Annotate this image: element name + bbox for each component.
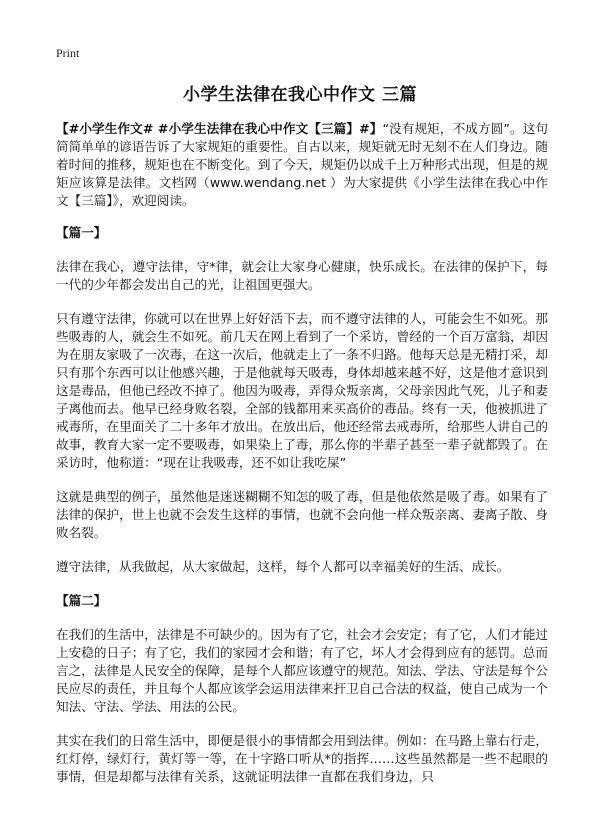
paragraph: 只有遵守法律，你就可以在世界上好好活下去，而不遵守法律的人，可能会生不如死。那些吸毒的人，就会生不如死。前几天在网上看到了一个采访，曾经的一个百万富翁，却因为在朋友家吸了一次毒，在这一次后，他就走上了一条不归路。他每天总是无精打采，却只有那个东西可以让他感兴趣，于是他就每天吸毒，身体却越来越不好，这是他才意识到这是毒品，但他已经改不掉了。他因为吸毒，弄得众叛亲离，父母亲因此气死，儿子和妻子离他而去。他早已经身败名裂，全部的钱都用来买高价的毒品。终有一天，他被抓进了戒毒所，在里面关了二十多年才放出。在放出后，他还经常去戒毒所，给那些人讲自己的故事，教育大家一定不要吸毒，如果染上了毒，那么你的半辈子甚至一辈子就都毁了。在采访时，他称道：“现在让我吸毒，还不如让我吃屎”: [56, 311, 548, 470]
intro-paragraph: [56, 120, 548, 210]
section-heading-1: 【篇一】: [56, 225, 107, 240]
print-label: Print: [56, 46, 80, 60]
section-heading-2: 【篇二】: [56, 593, 107, 608]
paragraph: 这就是典型的例子，虽然他是迷迷糊糊不知怎的吸了毒，但是他依然是吸了毒。如果有了法律的保护，世上也就不会发生这样的事情，也就不会向他一样众叛亲离、妻离子散、身败名裂。: [56, 489, 548, 540]
paragraph: 遵守法律，从我做起，从大家做起，这样，每个人都可以幸福美好的生活、成长。: [56, 559, 510, 574]
intro-text: “没有规矩，不成方圆”。这句简简单单的谚语告诉了大家规矩的重要性。自古以来，规矩就无时无刻不在人们身边。随着时间的推移，规矩也在不断变化。到了今天，规矩仍以成千上万种形式出现，但是的规矩应该算是法律。文档网（www.wendang.net ）为大家提供《小学生法律在我心中作文【三篇】》，欢迎阅读。: [56, 121, 548, 208]
intro-tag: 【#小学生作文# #小学生法律在我心中作文【三篇】#】: [56, 121, 383, 136]
document-body: [56, 120, 548, 802]
page-title: 小学生法律在我心中作文 三篇: [183, 85, 417, 105]
paragraph: 在我们的生活中，法律是不可缺少的。因为有了它，社会才会安定；有了它，人们才能过上安稳的日子；有了它，我们的家园才会和谐；有了它，坏人才会得到应有的惩罚。总而言之，法律是人民安全的保障，是每个人都应该遵守的规范。知法、学法、守法是每个公民应尽的责任，并且每个人都应该学会运用法律来扞卫自己合法的权益，使自己成为一个知法、守法、学法、用法的公民。: [56, 627, 548, 714]
paragraph: 其实在我们的日常生活中，即便是很小的事情都会用到法律。例如：在马路上靠右行走，红灯停，绿灯行，黄灯等一等，在十字路口听从*的指挥……这些虽然都是一些不起眼的事情，但是却都与法律有关系，这就证明法律一直都在我们身边，只: [56, 733, 548, 784]
paragraph: 法律在我心，遵守法律，守*律，就会让大家身心健康，快乐成长。在法律的保护下，每一代的少年都会发出自己的光，让祖国更强大。: [56, 259, 548, 292]
